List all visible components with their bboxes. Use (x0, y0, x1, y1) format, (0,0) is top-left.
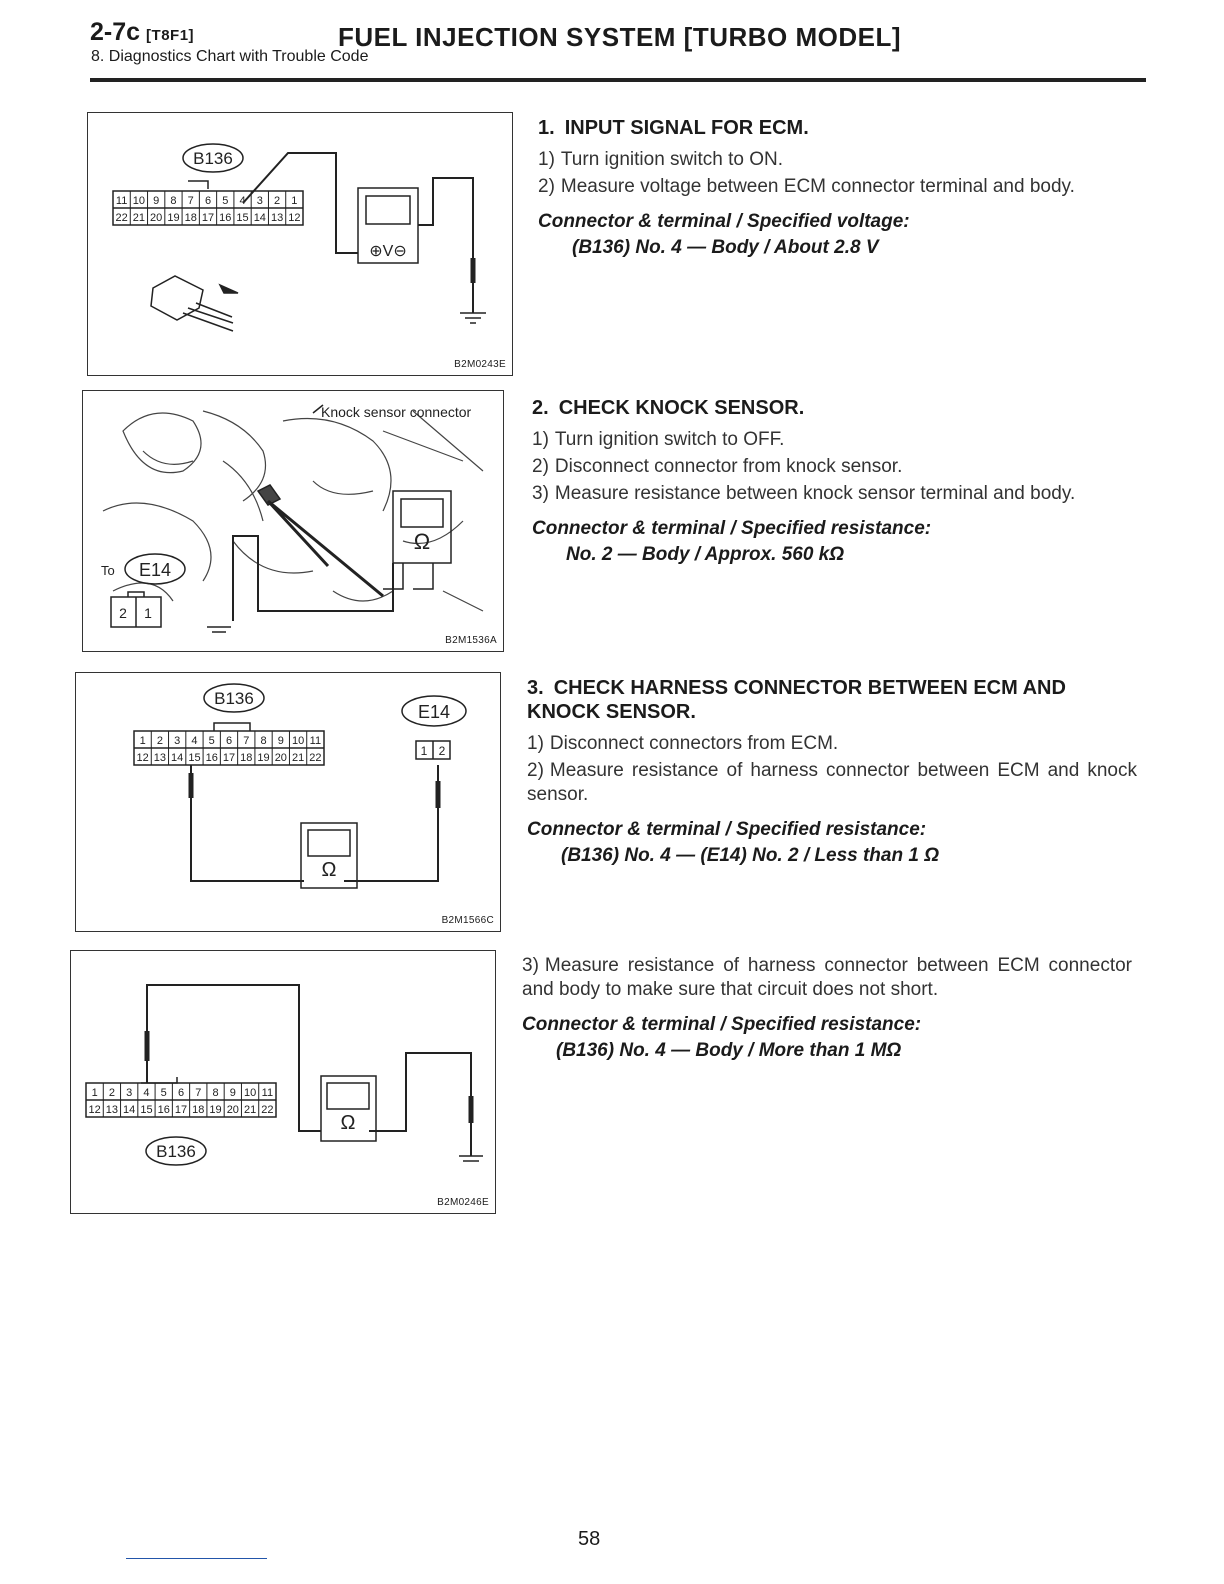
pin-label: 15 (236, 212, 249, 224)
fig3-connector-left: B136 (214, 689, 254, 708)
pin-label: 18 (184, 212, 197, 224)
pin-label: 4 (191, 735, 198, 747)
figure-input-signal (87, 112, 513, 376)
fig4-connector-label: B136 (156, 1142, 196, 1161)
spec-block (527, 817, 1137, 869)
pin-label: 12 (88, 1104, 101, 1116)
pin-label: 7 (243, 735, 250, 747)
pin-label: 12 (288, 212, 301, 224)
knock-sensor-callout: Knock sensor connector (321, 404, 472, 420)
step-item: 2) Measure resistance of harness connector between ECM and knock sensor. (527, 760, 1137, 805)
pin-label: 16 (219, 212, 232, 224)
pin-label: 6 (225, 735, 233, 747)
spec-label: Connector & terminal / Specified resistance: (522, 1014, 922, 1035)
step-heading: 2. CHECK KNOCK SENSOR. (532, 397, 805, 419)
pin-label: 19 (209, 1104, 222, 1116)
spec-value: (B136) No. 4 — Body / More than 1 MΩ (556, 1040, 902, 1061)
pin-label: 9 (277, 735, 284, 747)
pin-label: 19 (167, 212, 180, 224)
pin-label: 1 (291, 195, 298, 207)
pin-label: 21 (243, 1104, 257, 1116)
spec-label: Connector & terminal / Specified voltage: (538, 211, 910, 232)
figure-code: B2M1536A (445, 635, 497, 646)
spec-block (538, 209, 1148, 261)
step-item: 3) Measure resistance between knock sensor terminal and body. (532, 483, 1076, 504)
step-heading: 3. CHECK HARNESS CONNECTOR BETWEEN ECM AND KNOCK SENSOR. (527, 677, 1066, 723)
pin-label: 8 (170, 195, 177, 207)
spec-block (522, 1012, 1132, 1064)
figure-3-diagram (76, 673, 500, 931)
pin-label: 2 (156, 735, 163, 747)
page-title: FUEL INJECTION SYSTEM [TURBO MODEL] (338, 22, 902, 52)
footer-line (126, 1558, 267, 1559)
pin-label: 20 (226, 1104, 239, 1116)
pin-label: 10 (132, 195, 146, 207)
pin-label: 18 (192, 1104, 205, 1116)
figure-code: B2M0246E (437, 1197, 489, 1208)
pin-label: 22 (115, 212, 128, 224)
pin-label: 3 (174, 735, 181, 747)
figure-code: B2M1566C (441, 915, 494, 926)
step-knock-sensor (532, 396, 1142, 568)
fig1-connector-label: B136 (193, 149, 233, 168)
step-item: 1) Turn ignition switch to OFF. (532, 429, 785, 450)
spec-value: (B136) No. 4 — Body / About 2.8 V (572, 237, 879, 258)
pin-label: 13 (105, 1104, 119, 1116)
pin-label: 7 (195, 1087, 202, 1099)
spec-label: Connector & terminal / Specified resistance: (527, 819, 927, 840)
pin-label: 14 (171, 752, 184, 764)
fig1-meter-symbol: ⊕V⊖ (369, 243, 407, 260)
step-short-check (522, 954, 1132, 1064)
pin-label: 9 (229, 1087, 236, 1099)
fig2-pin-b: 1 (144, 605, 152, 621)
section-ref: [T8F1] (146, 27, 195, 44)
pin-label: 12 (136, 752, 149, 764)
fig2-connector-label: E14 (138, 560, 172, 580)
pin-label: 11 (261, 1087, 274, 1099)
figure-short-check (70, 950, 496, 1214)
pin-label: 6 (204, 195, 212, 207)
pin-label: 4 (143, 1087, 150, 1099)
pin-label: 9 (153, 195, 160, 207)
pin-label: 10 (243, 1087, 257, 1099)
figure-1-diagram (88, 113, 512, 375)
step-item: 1) Disconnect connectors from ECM. (527, 733, 839, 754)
figure-2-diagram (83, 391, 503, 651)
pin-label: 8 (260, 735, 267, 747)
pin-label: 17 (222, 752, 236, 764)
pin-label: 15 (188, 752, 201, 764)
pin-label: 1 (139, 735, 146, 747)
figure-4-diagram (71, 951, 495, 1213)
pin-label: 20 (274, 752, 287, 764)
spec-value: (B136) No. 4 — (E14) No. 2 / Less than 1 Ω (561, 845, 940, 866)
step-input-signal (538, 116, 1148, 261)
pin-label: 4 (239, 195, 246, 207)
pin-label: 2 (274, 195, 281, 207)
pin-label: 15 (140, 1104, 153, 1116)
pin-label: 11 (309, 735, 322, 747)
pin-label: 21 (132, 212, 146, 224)
fig2-pin-a: 2 (119, 605, 127, 621)
pin-label: 3 (126, 1087, 133, 1099)
connector-drawing (151, 276, 203, 320)
fig4-meter-symbol: Ω (340, 1112, 356, 1134)
spec-block (532, 516, 1142, 568)
pin-label: 13 (270, 212, 284, 224)
pin-label: 14 (253, 212, 266, 224)
pin-label: 13 (153, 752, 167, 764)
pin-label: 22 (261, 1104, 274, 1116)
pin-label: 3 (256, 195, 263, 207)
fig3-meter-symbol: Ω (321, 859, 337, 881)
step-item: 2) Measure voltage between ECM connector terminal and body. (538, 176, 1075, 197)
pin-label: 1 (91, 1087, 98, 1099)
step-harness-check (527, 676, 1137, 869)
spec-label: Connector & terminal / Specified resistance: (532, 518, 932, 539)
fig3-connector-right: E14 (417, 702, 451, 722)
pin-label: 20 (150, 212, 163, 224)
pin-label: 16 (157, 1104, 170, 1116)
header-rule (90, 78, 1146, 82)
figure-harness-check (75, 672, 501, 932)
pin-label: 10 (291, 735, 305, 747)
figure-knock-sensor (82, 390, 504, 652)
engine-part (123, 413, 201, 473)
pin-label: 11 (115, 195, 128, 207)
pin-label: 21 (291, 752, 305, 764)
fig2-meter-symbol: Ω (413, 529, 431, 554)
step-item: 3) Measure resistance of harness connector between ECM connector and body to make sure that circuit does not short. (522, 955, 1132, 1000)
pin-label: 5 (160, 1087, 167, 1099)
pin-label: 17 (201, 212, 215, 224)
step-heading: 1. INPUT SIGNAL FOR ECM. (538, 117, 809, 139)
fig3-right-pin-a: 1 (420, 744, 428, 758)
step-item: 1) Turn ignition switch to ON. (538, 149, 784, 170)
pin-label: 6 (177, 1087, 185, 1099)
figure-code: B2M0243E (454, 359, 506, 370)
to-label: To (101, 563, 115, 578)
page-subtitle: 8. Diagnostics Chart with Trouble Code (91, 48, 369, 65)
pin-label: 7 (187, 195, 194, 207)
fig3-right-pin-b: 2 (438, 744, 446, 758)
pin-label: 5 (222, 195, 229, 207)
pin-label: 16 (205, 752, 218, 764)
pin-label: 18 (240, 752, 253, 764)
pin-label: 22 (309, 752, 322, 764)
pin-label: 2 (108, 1087, 115, 1099)
page-number: 58 (578, 1528, 601, 1550)
step-item: 2) Disconnect connector from knock sensor. (532, 456, 903, 477)
section-code: 2-7c [T8F1] (90, 18, 195, 46)
pin-label: 8 (212, 1087, 219, 1099)
pin-label: 5 (208, 735, 215, 747)
pin-label: 17 (174, 1104, 188, 1116)
pin-label: 14 (123, 1104, 136, 1116)
spec-value: No. 2 — Body / Approx. 560 kΩ (566, 544, 845, 565)
pin-label: 19 (257, 752, 270, 764)
